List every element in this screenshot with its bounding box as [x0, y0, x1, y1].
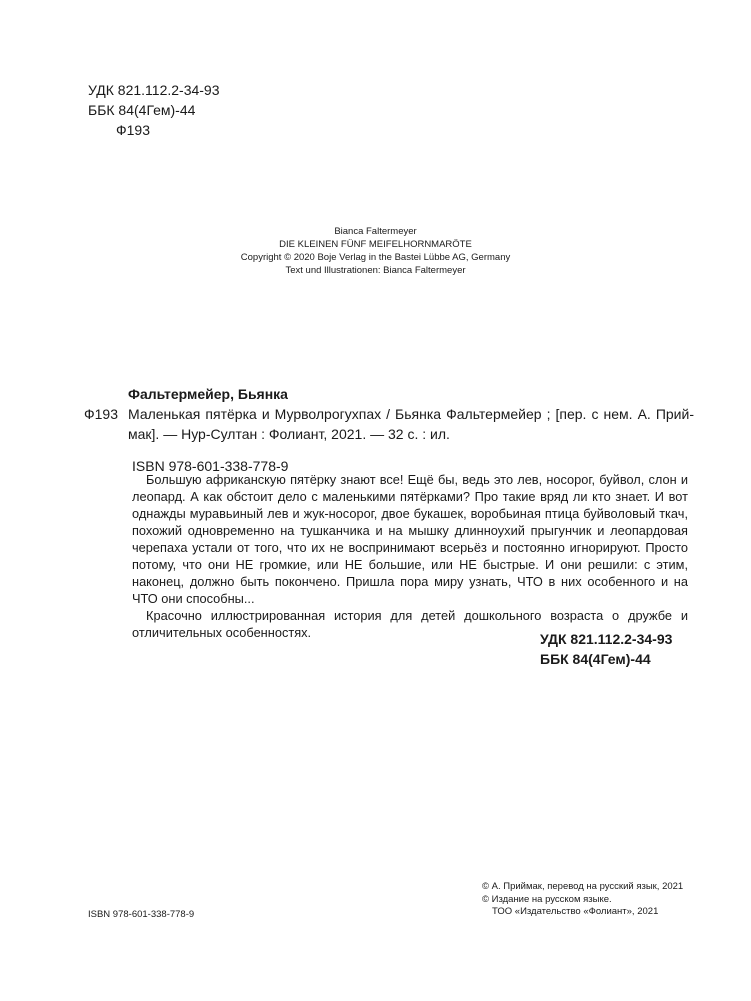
- catalog-card: [84, 384, 694, 476]
- original-author: Bianca Faltermeyer: [334, 226, 417, 237]
- original-credits: Text und Illustrationen: Bianca Faltermeyer: [285, 265, 466, 276]
- translation-copyright: © А. Приймак, перевод на русский язык, 2021: [482, 881, 684, 892]
- footer-copyright-block: [482, 881, 683, 919]
- card-isbn: ISBN 978-601-338-778-9: [132, 458, 289, 474]
- bbk-code: ББК 84(4Гем)-44: [88, 102, 196, 118]
- annotation: [132, 471, 688, 641]
- original-copyright-block: [0, 225, 751, 277]
- annotation-paragraph-2: Красочно иллюстрированная история для детей дошкольного возраста о дружбе и отличительных особенностях.: [132, 608, 688, 640]
- annotation-paragraph-1: Большую африканскую пятёрку знают все! Ещё бы, ведь это лев, носорог, буйвол, слон и леопард. А как обстоит дело с маленькими пятёрками? Про такие вряд ли кто знает. И вот однажды муравьиный лев и жук-носорог, двое букашек, воробьиная птица буйволовый ткач, похожий одновременно на тушканчика и на мышку длинноухий прыгунчик и леопардовая черепаха устали от того, что их не воспринимают всерьёз и постоянно игнорируют. Просто потому, что они НЕ громкие, или НЕ большие, или НЕ быстрые. И они решили: с этим, наконец, должно быть покончено. Пришла пора миру узнать, ЧТО в них особенного и на ЧТО они способны...: [132, 472, 688, 606]
- author-mark: Ф193: [116, 122, 151, 138]
- bibliographic-entry: Маленькая пятёрка и Мурволрогухпах / Бьянка Фальтермейер ; [пер. с нем. А. Приймак]. — Нур-Султан : Фолиант, 2021. — 32 с. : ил.: [128, 406, 694, 442]
- author-heading: Фальтермейер, Бьянка: [128, 386, 288, 402]
- udk-code: УДК 821.112.2-34-93: [88, 82, 220, 98]
- edition-copyright: © Издание на русском языке.: [482, 893, 612, 905]
- udk-code-bottom: УДК 821.112.2-34-93: [540, 631, 673, 647]
- footer-isbn: ISBN 978-601-338-778-9: [88, 909, 195, 920]
- original-title: DIE KLEINEN FÜNF MEIFELHORNMARÖTE: [279, 239, 472, 250]
- card-author-mark: Ф193: [84, 406, 119, 422]
- bottom-classification-block: [540, 629, 672, 669]
- bbk-code-bottom: ББК 84(4Гем)-44: [540, 651, 651, 667]
- original-copyright: Copyright © 2020 Boje Verlag in the Bastei Lübbe AG, Germany: [240, 252, 511, 263]
- publisher-copyright: ТОО «Издательство «Фолиант», 2021: [492, 906, 659, 917]
- top-classification-block: [88, 80, 220, 140]
- bibliographic-entry-block: [84, 404, 694, 444]
